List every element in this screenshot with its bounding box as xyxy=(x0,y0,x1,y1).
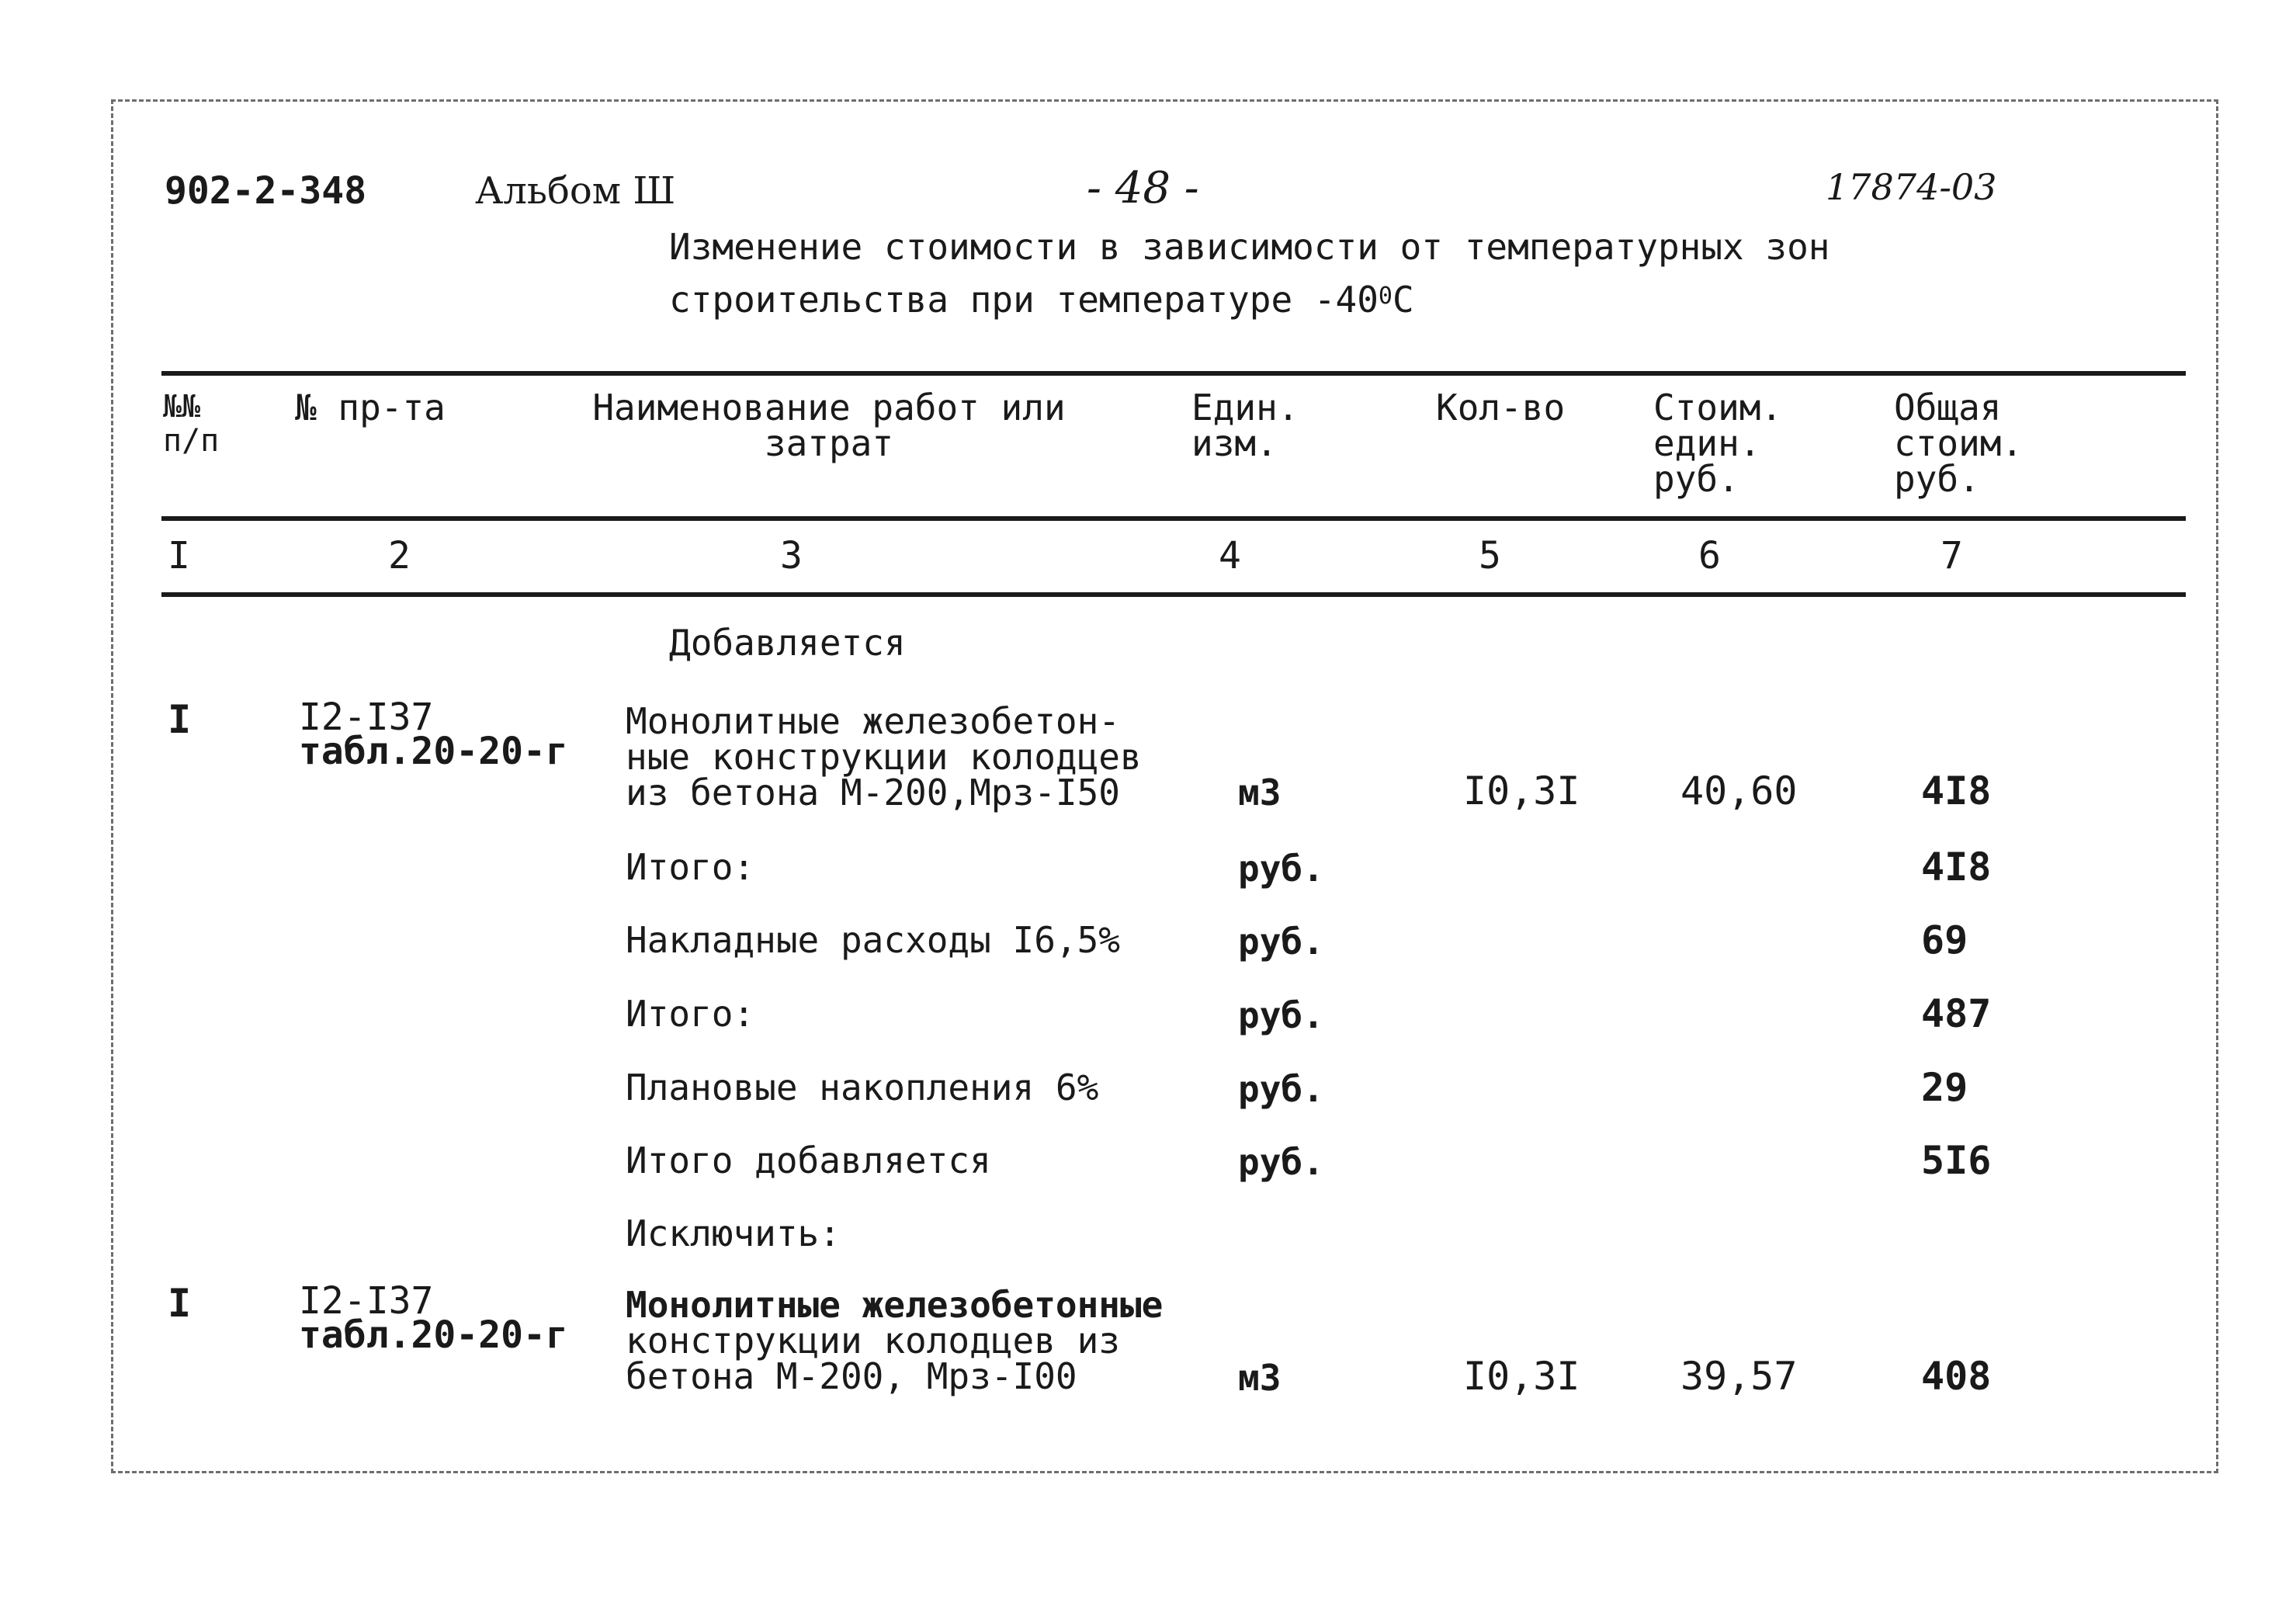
column-number: 6 xyxy=(1698,534,1721,578)
summary-label: Плановые накопления 6% xyxy=(626,1067,1099,1108)
header-col-5: Кол-во xyxy=(1436,387,1566,428)
summary-label: Итого добавляется xyxy=(626,1140,991,1181)
summary-unit: руб. xyxy=(1238,994,1324,1036)
summary-total: 487 xyxy=(1921,991,1992,1036)
header-col-3: Наименование работ или затрат xyxy=(592,387,1066,464)
summary-total: 4I8 xyxy=(1921,845,1992,890)
total-cost: 4I8 xyxy=(1921,768,1992,813)
work-name: Монолитные железобетон- ные конструкции колодцев из бетона М-200,Мрз-I50 xyxy=(626,700,1142,813)
column-numbers-rule xyxy=(161,592,2186,597)
archive-number: 17874-03 xyxy=(1826,166,1997,208)
title-line-2-text: строительства при температуре -40 xyxy=(669,279,1379,321)
unit: м3 xyxy=(1238,772,1282,813)
column-number: 5 xyxy=(1479,534,1501,578)
summary-unit: руб. xyxy=(1238,1141,1324,1183)
summary-total: 29 xyxy=(1921,1065,1968,1110)
quantity: I0,3I xyxy=(1463,768,1580,813)
header-col-7: Общая стоим. руб. xyxy=(1894,387,2024,500)
summary-total: 5I6 xyxy=(1921,1138,1992,1183)
summary-total: 69 xyxy=(1921,918,1968,963)
summary-unit: руб. xyxy=(1238,848,1324,890)
unit-cost: 39,57 xyxy=(1680,1354,1798,1399)
column-number: 4 xyxy=(1219,534,1241,578)
summary-label: Итого: xyxy=(626,993,755,1035)
work-name: Монолитные железобетонные конструкции колодцев из бетона М-200, Мрз-I00 xyxy=(626,1284,1164,1397)
title-line-1: Изменение стоимости в зависимости от температурных зон xyxy=(669,226,1830,268)
table-top-rule xyxy=(161,371,2186,376)
row-number: I xyxy=(168,697,192,742)
header-col-4: Един. изм. xyxy=(1191,387,1299,464)
column-number: I xyxy=(168,534,190,578)
section-exclude-heading: Исключить: xyxy=(626,1212,841,1254)
title-line-2 xyxy=(669,276,1414,324)
degree-mark: 0 xyxy=(1378,283,1393,310)
project-ref: I2-I37 табл.20-20-г xyxy=(299,1279,568,1357)
section-add-heading: Добавляется xyxy=(669,622,906,664)
header-col-1: №№ п/п xyxy=(163,389,220,459)
album-label: Альбом Ш xyxy=(475,169,676,213)
row-number: I xyxy=(168,1281,192,1326)
header-col-2: № пр-та xyxy=(295,387,446,428)
summary-label: Накладные расходы I6,5% xyxy=(626,919,1120,961)
summary-unit: руб. xyxy=(1238,921,1324,963)
column-number: 3 xyxy=(780,534,803,578)
unit: м3 xyxy=(1238,1357,1282,1399)
column-number: 7 xyxy=(1941,534,1963,578)
unit-cost: 40,60 xyxy=(1680,768,1798,813)
header-bottom-rule xyxy=(161,516,2186,521)
total-cost: 408 xyxy=(1921,1354,1992,1399)
quantity: I0,3I xyxy=(1463,1354,1580,1399)
header-col-6: Стоим. един. руб. xyxy=(1653,387,1783,500)
summary-unit: руб. xyxy=(1238,1068,1324,1110)
doc-code: 902-2-348 xyxy=(165,169,367,213)
page-number: - 48 - xyxy=(1087,163,1199,213)
title-unit: C xyxy=(1392,279,1414,321)
project-ref: I2-I37 табл.20-20-г xyxy=(299,696,568,773)
column-number: 2 xyxy=(388,534,411,578)
summary-label: Итого: xyxy=(626,846,755,888)
